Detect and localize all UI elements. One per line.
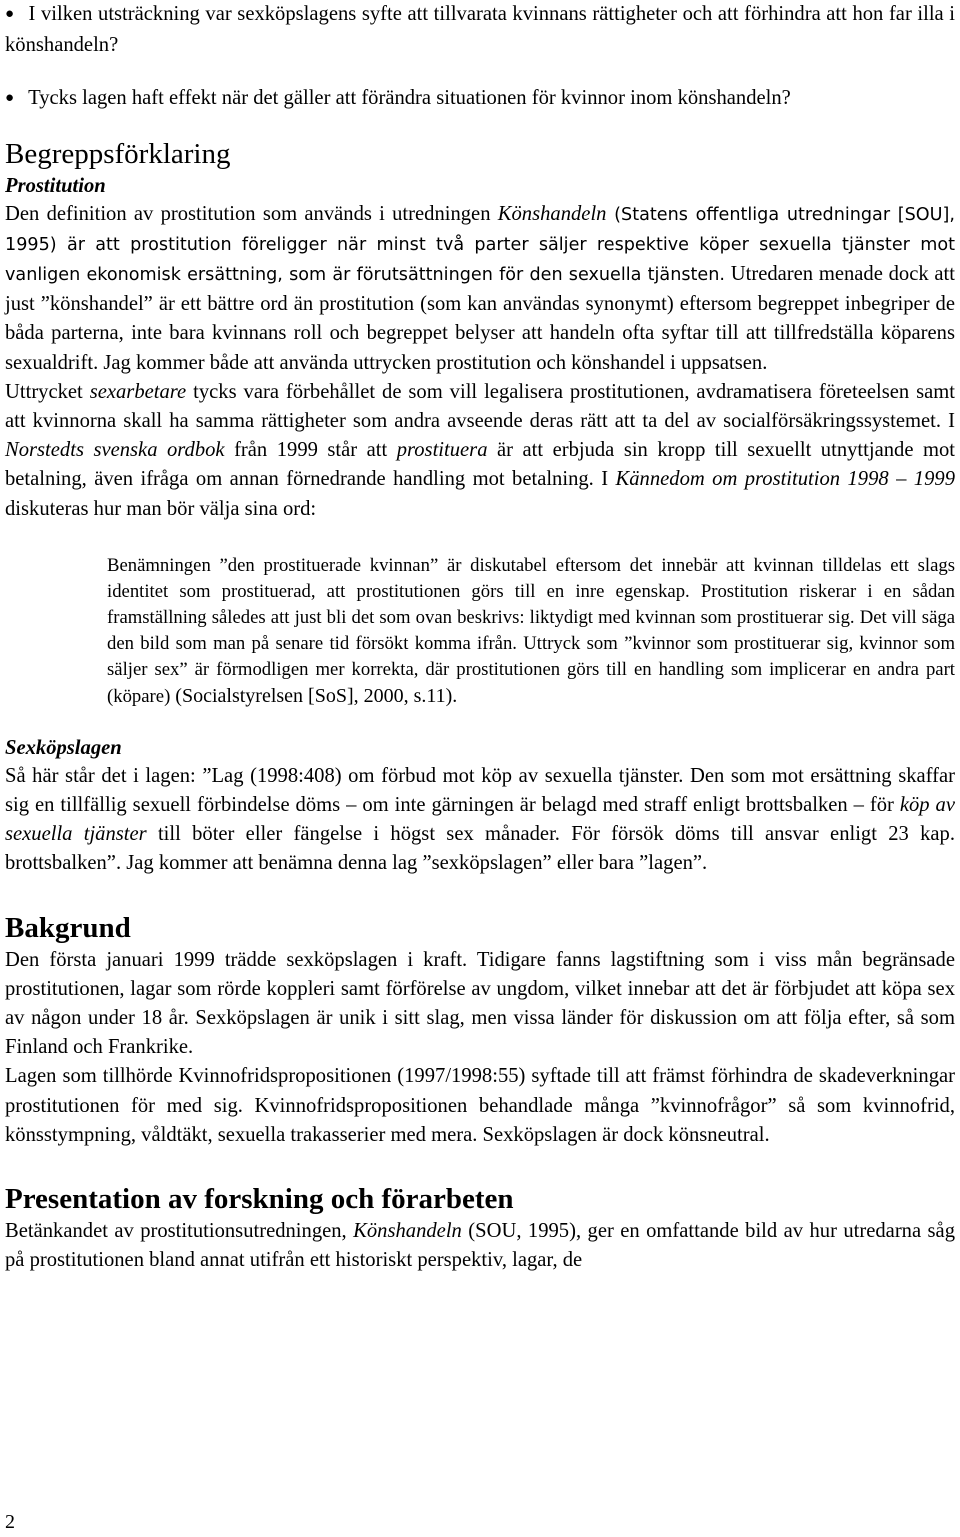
bullet-text: Tycks lagen haft effekt när det gäller att förändra situationen för kvinnor inom könshandeln? [28, 87, 791, 110]
emphasis-term: sexarbetare [89, 380, 187, 403]
quote-reference: (Socialstyrelsen [SoS], 2000, s.11). [170, 684, 458, 707]
subheading-prostitution: Prostitution [5, 174, 106, 197]
emphasis-title: Könshandeln [353, 1220, 462, 1243]
text-run: Den definition av prostitution som används i utredningen [5, 202, 498, 225]
paragraph-sexarbetare [5, 378, 955, 524]
bullet-dot-icon: ● [5, 6, 15, 22]
block-quote [107, 553, 955, 710]
document-page [5, 0, 955, 1275]
text-run: från 1999 står att [224, 439, 397, 462]
emphasis-title: Kännedom om prostitution 1998 – 1999 [615, 468, 955, 491]
paragraph-definition [5, 200, 955, 378]
emphasis-term: köp av sexuella tjänster [5, 794, 955, 846]
text-run: är att erbjuda sin kropp till sexuellt utnyttjande mot betalning, även ifråga om annan förnedrande handling mot betalning. I [5, 439, 955, 491]
bullet-item [5, 0, 955, 60]
text-run: (SOU, 1995), ger en omfattande bild av hur utredarna såg på prostitutionen bland annat utifrån ett historiskt perspektiv, lagar, de [5, 1220, 955, 1272]
emphasis-title: Norstedts svenska ordbok [5, 439, 225, 462]
paragraph-bakgrund-2: Lagen som tillhörde Kvinnofridspropositionen (1997/1998:55) syftade till att främst förhindra de skadeverkningar prostitutionen för med sig. Kvinnofridspropositionen behandlade många ”kvinnofrågor” så som kvinnofrid, könsstympning, våldtäkt, sexuella trakasserier med mera. Sexköpslagen är dock könsneutral. [5, 1065, 955, 1146]
text-run: (Statens offentliga utredningar [SOU], 1995) är att prostitution föreligger när minst två parter säljer respektive köper sexuella tjänster mot vanligen ekonomisk ersättning, som är förutsättningen för den sexuella tjänsten. [5, 204, 955, 286]
text-run: Betänkandet av prostitutionsutredningen, [5, 1220, 354, 1243]
section-heading-begrepp: Begreppsförklaring [5, 137, 231, 170]
page-number: 2 [5, 1511, 15, 1533]
bullet-text: I vilken utsträckning var sexköpslagens syfte att tillvarata kvinnans rättigheter och att förhindra att hon far illa i könshandeln? [5, 3, 956, 57]
text-run: Så här står det i lagen: ”Lag (1998:408) om förbud mot köp av sexuella tjänster. Den som mot ersättning skaffar sig en tillfällig sexuell förbindelse döms – om inte gärningen är belagd med straff enligt brottsbalken – för [5, 764, 955, 817]
section-heading-presentation: Presentation av forskning och förarbeten [5, 1183, 514, 1216]
paragraph-sexkopslagen [5, 762, 955, 879]
bullet-dot-icon: ● [5, 90, 15, 107]
text-run: till böter eller fängelse i högst sex månader. För försök döms till ansvar enligt 23 kap. brottsbalken”. Jag kommer att benämna denna lag ”sexköpslagen” eller bara ”lagen”. [5, 823, 955, 875]
text-run: Utredaren menade dock att just ”könshandel” är ett bättre ord än prostitution (som kan användas synonymt) eftersom begreppet inbegriper de båda parterna, inte bara kvinnans roll och begreppet belyser att handeln ofta syftar till att tillfredställa köparens sexualdrift. Jag kommer både att använda uttrycken prostitution och könshandel i uppsatsen. [5, 263, 955, 374]
subheading-sexkopslagen: Sexköpslagen [5, 736, 122, 759]
text-run: tycks vara förbehållet de som vill legalisera prostitutionen, avdramatisera företeelsen samt att kvinnorna skall ha samma rättigheter som andra avseende deras rätt att ta del av socialförsäkringssystemet. I [5, 380, 955, 433]
bullet-item [5, 84, 955, 115]
section-heading-bakgrund: Bakgrund [5, 911, 131, 944]
emphasis-term: prostituera [396, 439, 488, 462]
paragraph-presentation [5, 1217, 955, 1275]
emphasis-title: Könshandeln [497, 202, 607, 225]
quote-text: Benämningen ”den prostituerade kvinnan” är diskutabel eftersom det innebär att kvinnan tilldelas ett slags identitet som prostituerad, att prostitutionen görs till en inre egenskap. Prostitution riskerar i en sådan framställning således att just bli det som ovan beskrivs: liktydigt med kvinnan som prostituerar sig. Det vill säga den bild som man på senare tid försökt komma ifrån. Uttryck som ”kvinnor som prostituerar sig, kvinnor som säljer sex” är förmodligen mer korrekta, där prostitutionen görs till en handling som implicerar en andra part (köpare) [107, 554, 955, 707]
paragraph-bakgrund-1: Den första januari 1999 trädde sexköpslagen i kraft. Tidigare fanns lagstiftning som i viss mån begränsade prostitutionen, lagar som rörde koppleri samt förförelse av ungdom, vilket innebar att det är förbjudet att köpa sex av någon under 18 år. Sexköpslagen är unik i sitt slag, men vissa länder för diskussion om att följa efter, så som Finland och Frankrike. [5, 948, 955, 1059]
text-run: Uttrycket [5, 380, 90, 403]
text-run: diskuteras hur man bör välja sina ord: [5, 497, 317, 520]
